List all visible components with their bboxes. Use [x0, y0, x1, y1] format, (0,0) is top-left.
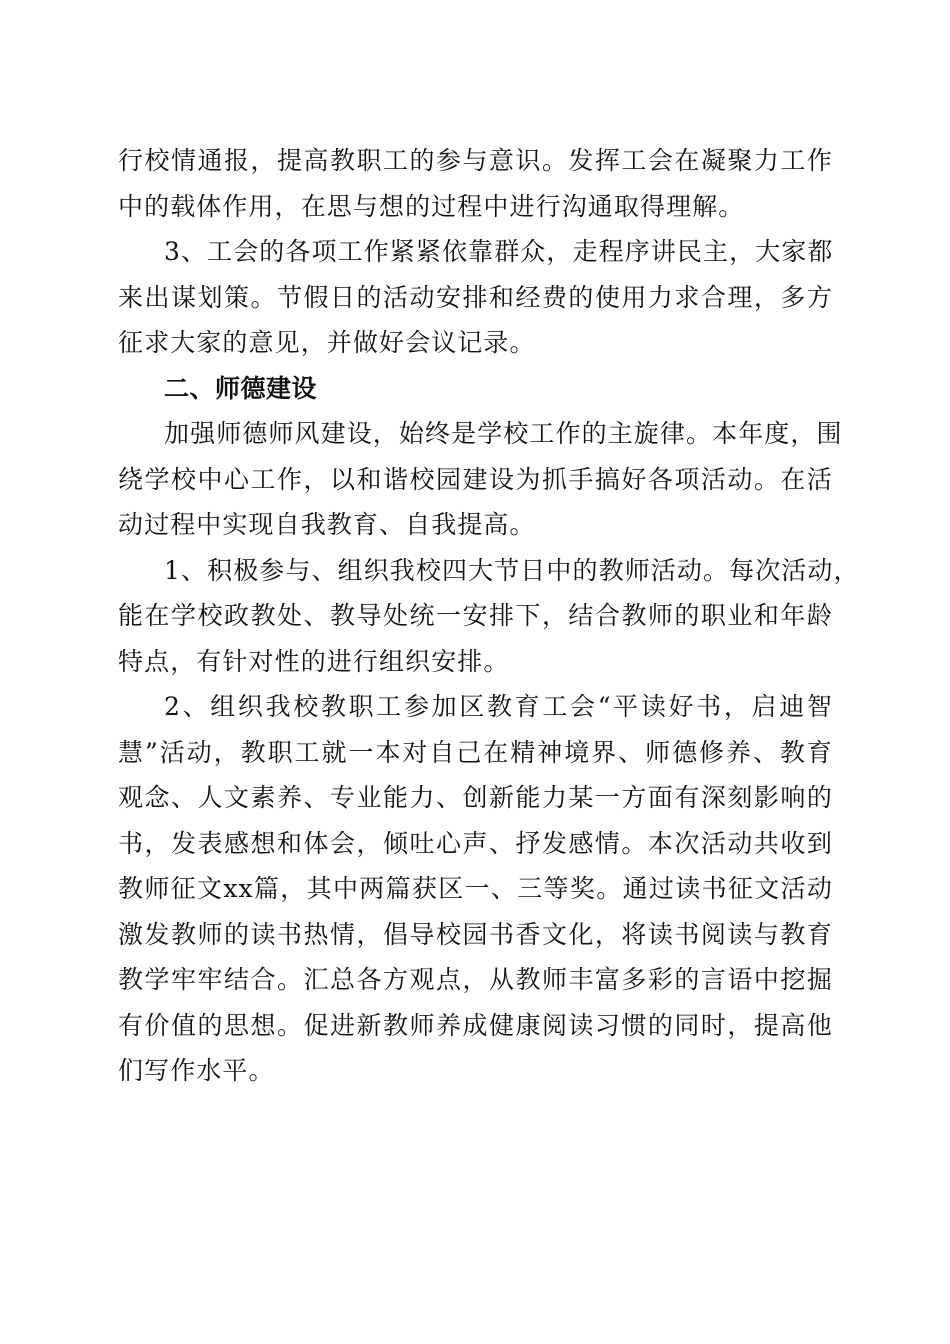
- paragraph-line: 绕学校中心工作，以和谐校园建设为抓手搞好各项活动。在活: [118, 464, 833, 494]
- paragraph-line: 们写作水平。: [118, 1056, 275, 1085]
- paragraph-line: 慧”活动，教职工就一本对自己在精神境界、师德修养、教育: [118, 737, 833, 767]
- paragraph-line: 特点，有针对性的进行组织安排。: [118, 646, 510, 676]
- paragraph-line: 加强师德师风建设，始终是学校工作的主旋律。本年度，围: [164, 419, 843, 448]
- paragraph-line: 中的载体作用，在思与想的过程中进行沟通取得理解。: [118, 191, 745, 221]
- document-body: [118, 138, 860, 1094]
- paragraph-line: 激发教师的读书热情，倡导校园书香文化，将读书阅读与教育: [118, 919, 833, 949]
- section-heading: 二、师德建设: [164, 373, 318, 403]
- paragraph-line: 动过程中实现自我教育、自我提高。: [118, 510, 536, 539]
- paragraph-line: 书，发表感想和体会，倾吐心声、抒发感情。本次活动共收到: [118, 828, 833, 858]
- paragraph-line: 行校情通报，提高教职工的参与意识。发挥工会在凝聚力工作: [118, 146, 833, 175]
- paragraph-line: 3、工会的各项工作紧紧依靠群众，走程序讲民主，大家都: [164, 237, 834, 266]
- paragraph-line: 征求大家的意见，并做好会议记录。: [118, 328, 536, 357]
- paragraph-line: 教师征文xx篇，其中两篇获区一、三等奖。通过读书征文活动: [118, 874, 833, 903]
- paragraph-line: 2、组织我校教职工参加区教育工会“平读好书，启迪智: [164, 692, 833, 721]
- paragraph-line: 观念、人文素养、专业能力、创新能力某一方面有深刻影响的: [118, 783, 833, 812]
- paragraph-line: 来出谋划策。节假日的活动安排和经费的使用力求合理，多方: [118, 282, 833, 312]
- paragraph-line: 教学牢牢结合。汇总各方观点，从教师丰富多彩的言语中挖掘: [118, 965, 833, 994]
- paragraph-line: 1、积极参与、组织我校四大节日中的教师活动。每次活动，: [164, 555, 860, 585]
- paragraph-line: 有价值的思想。促进新教师养成健康阅读习惯的同时，提高他: [118, 1010, 833, 1040]
- paragraph-line: 能在学校政教处、教导处统一安排下，结合教师的职业和年龄: [118, 601, 833, 630]
